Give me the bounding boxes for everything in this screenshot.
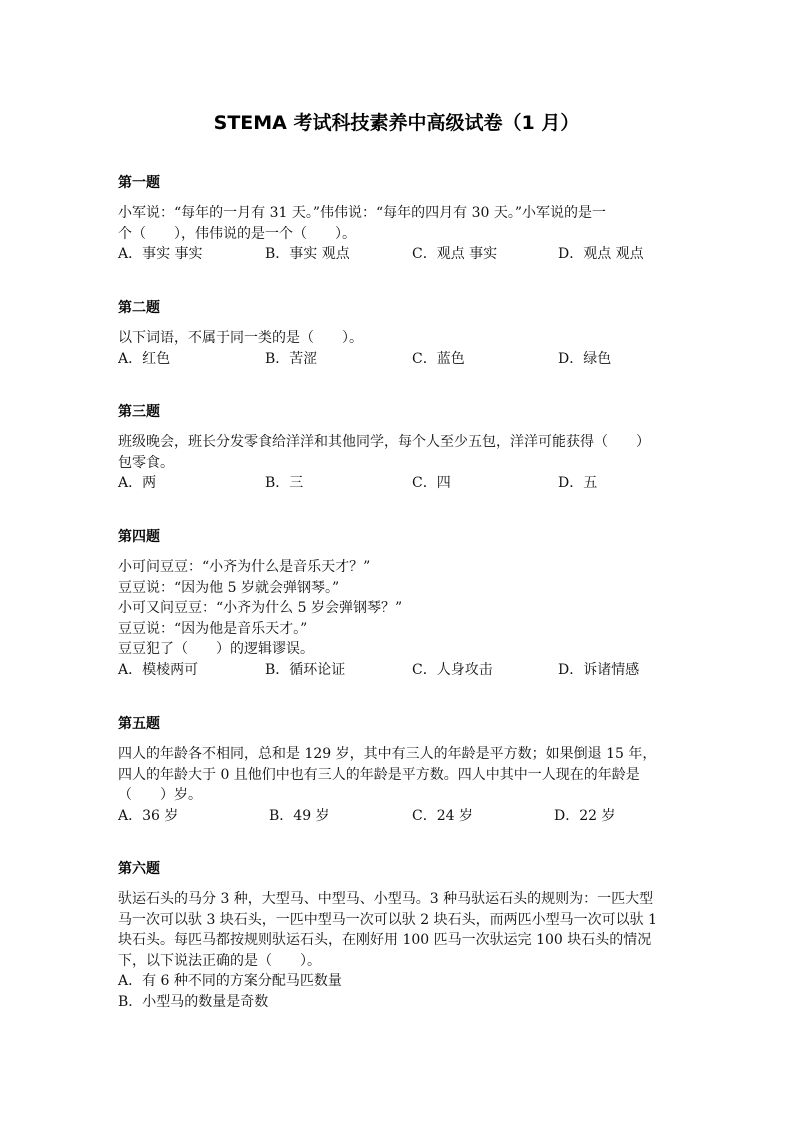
- option-c: C．人身攻击: [412, 661, 493, 678]
- question-text-line: 下，以下说法正确的是（ ）。: [118, 952, 321, 969]
- option-c: C．观点 事实: [412, 246, 498, 262]
- option-b: B．49 岁: [269, 807, 330, 824]
- options-row: [118, 244, 678, 265]
- option-b: B．小型马的数量是奇数: [118, 993, 269, 1010]
- question-text-line: 小可问豆豆：“小齐为什么是音乐天才？”: [118, 559, 371, 575]
- question-heading: 第五题: [118, 716, 160, 732]
- options-row: [118, 349, 678, 370]
- question-heading: 第一题: [118, 175, 160, 191]
- question-1: [118, 173, 678, 265]
- option-d: D．观点 观点: [558, 246, 644, 262]
- question-heading: 第三题: [118, 404, 160, 420]
- question-text-line: 豆豆说：“因为他是音乐天才。”: [118, 620, 308, 637]
- option-b: B．三: [265, 475, 304, 491]
- option-c: C．四: [412, 475, 451, 491]
- options-row: [118, 473, 678, 494]
- question-5: [118, 714, 678, 826]
- question-text-line: 四人的年龄大于 0 且他们中也有三人的年龄是平方数。四人中其中一人现在的年龄是: [118, 766, 640, 783]
- question-text-line: 马一次可以驮 3 块石头，一匹中型马一次可以驮 2 块石头，而两匹小型马一次可以驮 1: [118, 911, 657, 928]
- question-text-line: 班级晚会，班长分发零食给洋洋和其他同学，每个人至少五包，洋洋可能获得（ ）: [118, 434, 650, 450]
- question-heading: 第二题: [118, 300, 160, 316]
- option-a: A．事实 事实: [118, 246, 203, 262]
- exam-title: STEMA 考试科技素养中高级试卷（1 月）: [213, 112, 580, 134]
- question-text-line: （ ）岁。: [118, 787, 202, 803]
- option-a: A．红色: [118, 350, 171, 367]
- question-text-line: 驮运石头的马分 3 种，大型马、中型马、小型马。3 种马驮运石头的规则为：一匹大型: [118, 891, 654, 907]
- question-text-line: 小可又问豆豆：“小齐为什么 5 岁会弹钢琴？”: [118, 600, 403, 616]
- option-b: B．事实 观点: [265, 246, 350, 262]
- question-heading: 第四题: [118, 529, 160, 545]
- question-text-line: 以下词语，不属于同一类的是（ ）。: [118, 330, 363, 346]
- question-2: [118, 298, 678, 369]
- question-text-line: 块石头。每匹马都按规则驮运石头，在刚好用 100 匹马一次驮运完 100 块石头的情况: [118, 932, 652, 948]
- question-text-line: 小军说：“每年的一月有 31 天。”伟伟说：“每年的四月有 30 天。”小军说的是一: [118, 205, 607, 221]
- question-heading: 第六题: [118, 861, 160, 877]
- question-text-line: 豆豆说：“因为他 5 岁就会弹钢琴。”: [118, 579, 340, 596]
- option-a: A．两: [118, 475, 157, 491]
- option-d: D．诉诸情感: [558, 661, 640, 678]
- option-c: C．蓝色: [412, 350, 465, 367]
- option-d: D．绿色: [558, 350, 612, 367]
- question-text-line: 豆豆犯了（ ）的逻辑谬误。: [118, 641, 314, 657]
- question-3: [118, 402, 678, 494]
- options-row: [118, 660, 678, 681]
- option-b: B．苦涩: [265, 350, 318, 367]
- question-text-line: 个（ ），伟伟说的是一个（ ）。: [118, 225, 356, 242]
- option-d: D．五: [558, 475, 598, 491]
- question-text-line: 包零食。: [118, 454, 174, 471]
- option-a: A．有 6 种不同的方案分配马匹数量: [118, 973, 342, 989]
- options-row: [118, 806, 678, 827]
- question-text-line: 四人的年龄各不相同，总和是 129 岁，其中有三人的年龄是平方数；如果倒退 15 年，: [118, 746, 657, 762]
- question-6: [118, 859, 678, 1012]
- option-b: B．循环论证: [265, 661, 346, 678]
- question-4: [118, 527, 678, 680]
- option-c: C．24 岁: [412, 807, 473, 824]
- option-a: A．36 岁: [118, 807, 179, 824]
- option-a: A．模棱两可: [118, 661, 199, 678]
- option-d: D．22 岁: [554, 807, 616, 824]
